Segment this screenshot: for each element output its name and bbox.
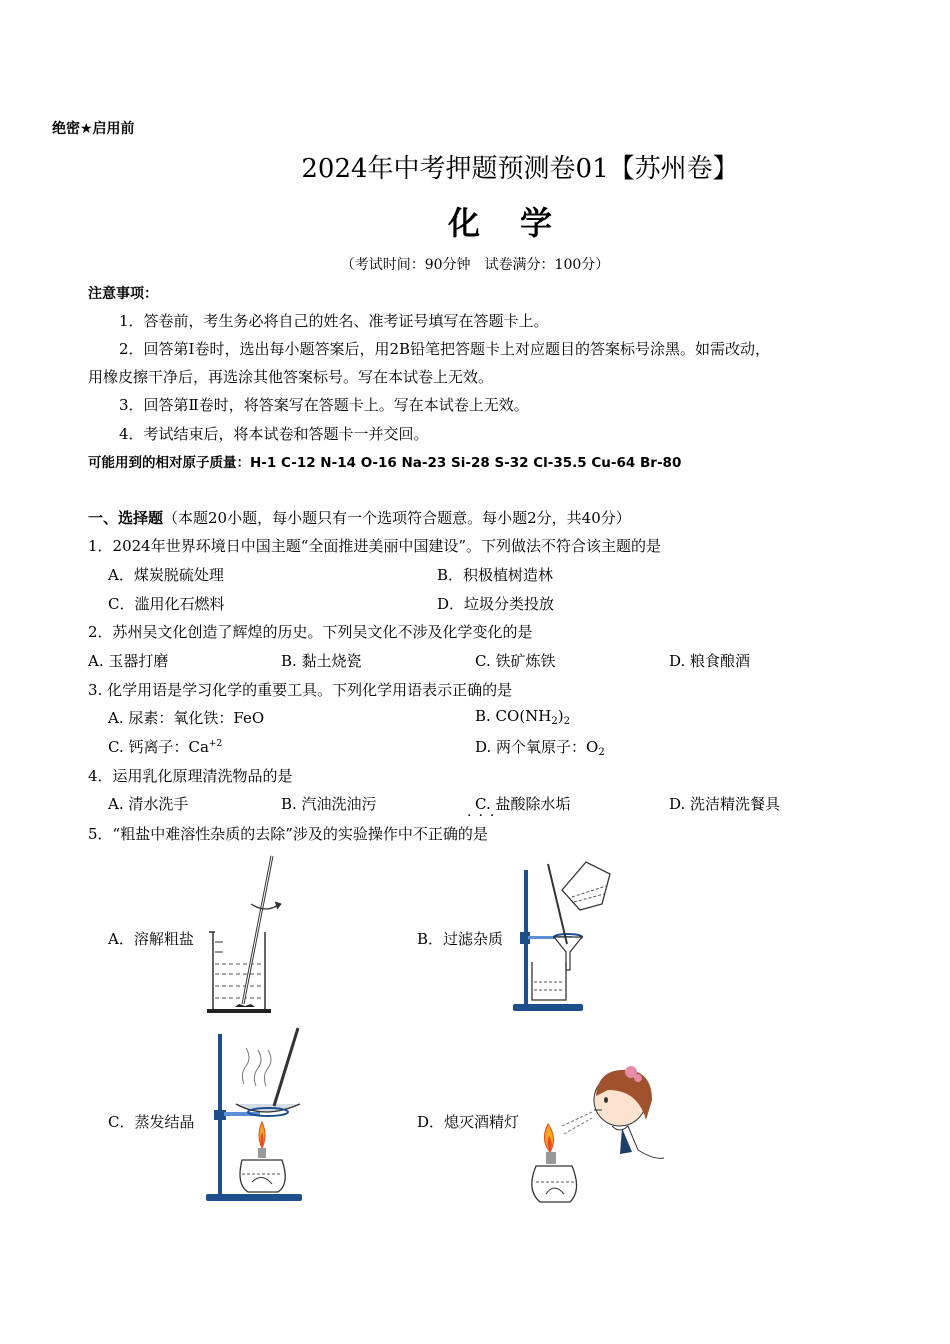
secret-mark: 绝密★启用前	[52, 121, 135, 137]
q2-option-b: B. 黏土烧瓷	[281, 652, 362, 670]
note-item-2-line-2: 用橡皮擦干净后，再选涂其他答案标号。写在本试卷上无效。	[88, 368, 494, 386]
q1-stem: 1．2024年世界环境日中国主题“全面推进美丽中国建设”。下列做法不符合该主题的是	[88, 537, 662, 555]
q2-option-c: C. 铁矿炼铁	[475, 652, 556, 670]
note-item-3: 3．回答第Ⅱ卷时，将答案写在答题卡上。写在本试卷上无效。	[119, 396, 529, 414]
q3-option-b	[475, 707, 570, 727]
dissolve-beaker-figure	[205, 852, 295, 1017]
q3-option-c-superscript: +2	[208, 739, 223, 749]
q1-option-d: D．垃圾分类投放	[437, 595, 555, 613]
atomic-masses: 可能用到的相对原子质量：H-1 C-12 N-14 O-16 Na-23 Si-28 S-32 Cl-35.5 Cu-64 Br-80	[88, 455, 682, 471]
q5-option-d: D．熄灭酒精灯	[417, 1113, 520, 1131]
q3-option-b-paren: )	[557, 707, 564, 725]
q3-option-b-subscript: 2	[551, 716, 558, 727]
alcohol-lamp-figure	[528, 1060, 678, 1210]
note-item-4: 4．考试结束后，将本试卷和答题卡一并交回。	[119, 425, 429, 443]
q3-stem: 3. 化学用语是学习化学的重要工具。下列化学用语表示正确的是	[88, 681, 513, 699]
q2-option-a: A. 玉器打磨	[88, 652, 169, 670]
q3-option-b-subscript-2: 2	[563, 716, 571, 727]
subject-heading: 化学	[447, 204, 592, 242]
q4-option-d: D. 洗洁精洗餐具	[669, 795, 781, 813]
section-1-description: （本题20小题，每小题只有一个选项符合题意。每小题2分，共40分）	[163, 509, 631, 527]
q4-option-c: C. 盐酸除水垢	[475, 795, 571, 813]
emphasis-dots: ···	[467, 808, 502, 824]
q3-option-a: A. 尿素：氧化铁：FeO	[108, 709, 265, 727]
note-item-2-line-1: 2．回答第Ⅰ卷时，选出每小题答案后，用2B铅笔把答题卡上对应题目的答案标号涂黑。如需改动，	[119, 340, 771, 358]
q2-option-d: D. 粮食酿酒	[669, 652, 751, 670]
q5-option-c: C．蒸发结晶	[108, 1113, 195, 1131]
q1-option-c: C．滥用化石燃料	[108, 595, 225, 613]
q4-option-b: B. 汽油洗油污	[281, 795, 377, 813]
q3-option-d-subscript: 2	[598, 747, 605, 758]
page-title: 2024年中考押题预测卷01【苏州卷】	[301, 154, 739, 184]
q4-option-a: A. 清水洗手	[108, 795, 189, 813]
notes-heading: 注意事项：	[88, 286, 158, 302]
q3-option-b-text: B. CO(NH	[475, 707, 552, 725]
q1-option-a: A．煤炭脱硫处理	[108, 566, 224, 584]
filtration-stand-figure	[510, 852, 620, 1017]
evaporation-stand-figure	[200, 1024, 310, 1209]
q5-option-a: A．溶解粗盐	[108, 930, 194, 948]
q1-option-b: B．积极植树造林	[437, 566, 554, 584]
q5-option-b: B．过滤杂质	[417, 930, 504, 948]
q3-option-c	[108, 736, 222, 757]
note-item-1: 1．答卷前，考生务必将自己的姓名、准考证号填写在答题卡上。	[119, 312, 549, 330]
exam-info: （考试时间：90分钟 试卷满分：100分）	[340, 257, 610, 273]
section-1-label: 一、选择题	[88, 509, 164, 527]
q2-stem: 2．苏州吴文化创造了辉煌的历史。下列吴文化不涉及化学变化的是	[88, 623, 533, 641]
q3-option-c-text: C. 钙离子：Ca	[108, 738, 209, 756]
q4-stem: 4．运用乳化原理清洗物品的是	[88, 767, 293, 785]
q5-stem: 5．“粗盐中难溶性杂质的去除”涉及的实验操作中不正确的是	[88, 825, 488, 843]
section-1-heading	[88, 507, 631, 528]
q3-option-d	[475, 736, 605, 758]
q3-option-d-text: D. 两个氧原子：O	[475, 738, 599, 756]
